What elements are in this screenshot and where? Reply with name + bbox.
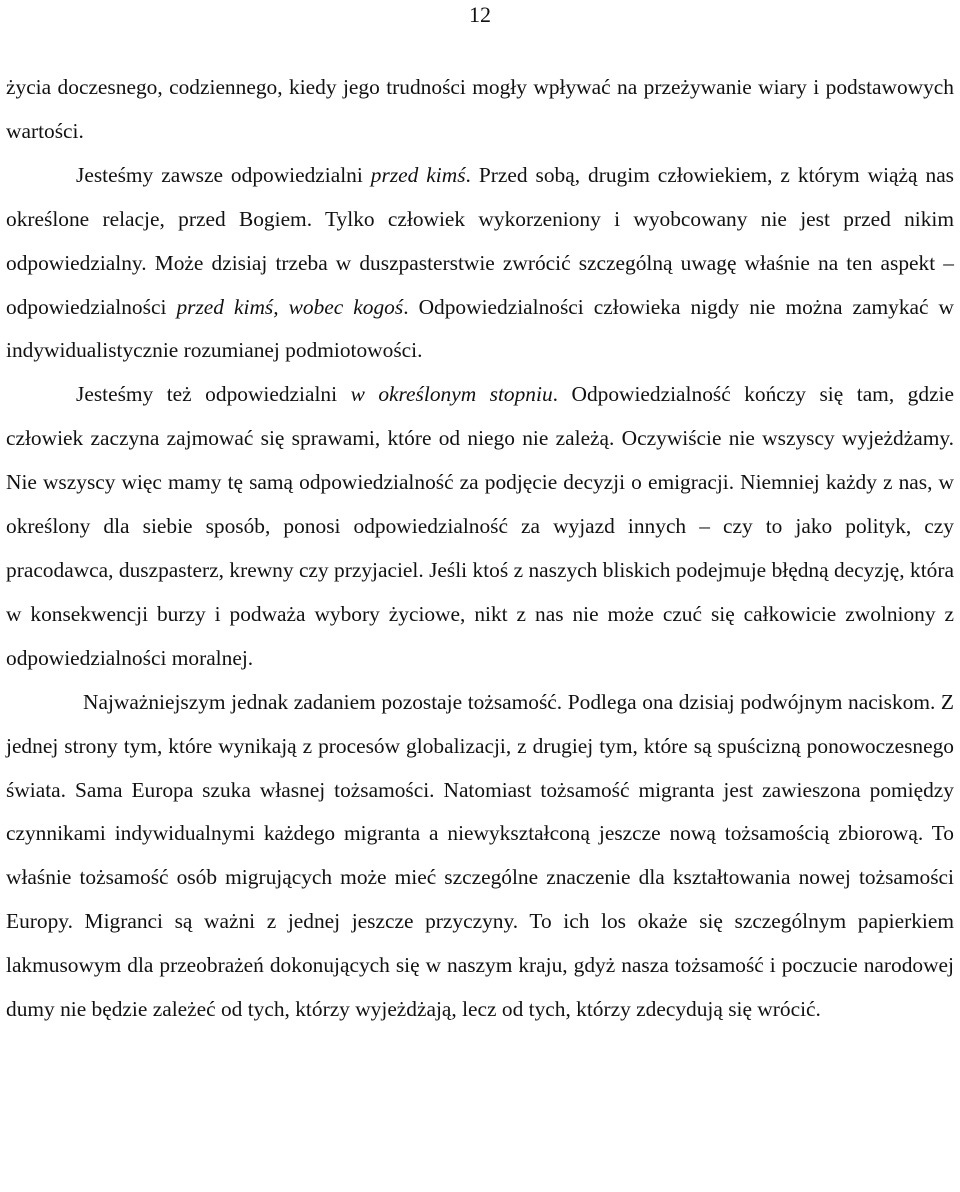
page-number: 12: [469, 2, 491, 27]
text-segment: życia doczesnego, codziennego, kiedy jego trudności mogły wpływać na przeżywanie wiary i podstawowych wartości.: [6, 75, 954, 143]
text-segment: Najważniejszym jednak zadaniem pozostaje tożsamość. Podlega ona dzisiaj podwójnym naciskom. Z jednej strony tym, które wynikają z procesów globalizacji, z drugiej tym, które są spuścizną ponowoczesnego świata. Sama Europa szuka własnej tożsamości. Natomiast tożsamość migranta jest zawieszona pomiędzy czynnikami indywidualnymi każdego migranta a niewykształconą jeszcze nową tożsamością zbiorową. To właśnie tożsamość osób migrujących może mieć szczególne znaczenie dla kształtowania nowej tożsamości Europy. Migranci są ważni z jednej jeszcze przyczyny. To ich los okaże się szczególnym papierkiem lakmusowym dla przeobrażeń dokonujących się w naszym kraju, gdyż nasza tożsamość i poczucie narodowej dumy nie będzie zależeć od tych, którzy wyjeżdżają, lecz od tych, którzy zdecydują się wrócić.: [6, 689, 954, 1022]
italic-text-segment: przed kimś: [370, 162, 466, 187]
text-segment: . Przed sobą, drugim człowiekiem, z którym wiążą nas określone relacje, przed Bogiem. Tylko człowiek wykorzeniony i wyobcowany nie jest przed nikim odpowiedzialny. Może dzisiaj trzeba w duszpasterstwie zwrócić szczególną uwagę właśnie na ten aspekt – odpowiedzialności: [6, 162, 955, 319]
italic-text-segment: przed kimś, wobec kogoś: [176, 294, 404, 319]
text-segment: Jesteśmy zawsze odpowiedzialni: [76, 162, 371, 187]
paragraph-3: [6, 373, 954, 680]
body-text: [6, 66, 954, 1032]
text-segment: . Odpowiedzialności człowieka nigdy nie można zamykać w indywidualistycznie rozumianej podmiotowości.: [6, 294, 954, 363]
paragraph-4: [6, 681, 954, 1032]
text-segment: Jesteśmy też odpowiedzialni: [76, 382, 351, 407]
italic-text-segment: w określonym stopniu: [350, 382, 553, 407]
paragraph-1: [6, 66, 954, 154]
text-segment: . Odpowiedzialność kończy się tam, gdzie człowiek zaczyna zajmować się sprawami, które od niego nie zależą. Oczywiście nie wszyscy wyjeżdżamy. Nie wszyscy więc mamy tę samą odpowiedzialność za podjęcie decyzji o emigracji. Niemniej każdy z nas, w określony dla siebie sposób, ponosi odpowiedzialność za wyjazd innych – czy to jako polityk, czy pracodawca, duszpasterz, krewny czy przyjaciel. Jeśli ktoś z naszych bliskich podejmuje błędną decyzję, która w konsekwencji burzy i podważa wybory życiowe, nikt z nas nie może czuć się całkowicie zwolniony z odpowiedzialności moralnej.: [6, 382, 954, 670]
paragraph-2: [6, 154, 954, 374]
